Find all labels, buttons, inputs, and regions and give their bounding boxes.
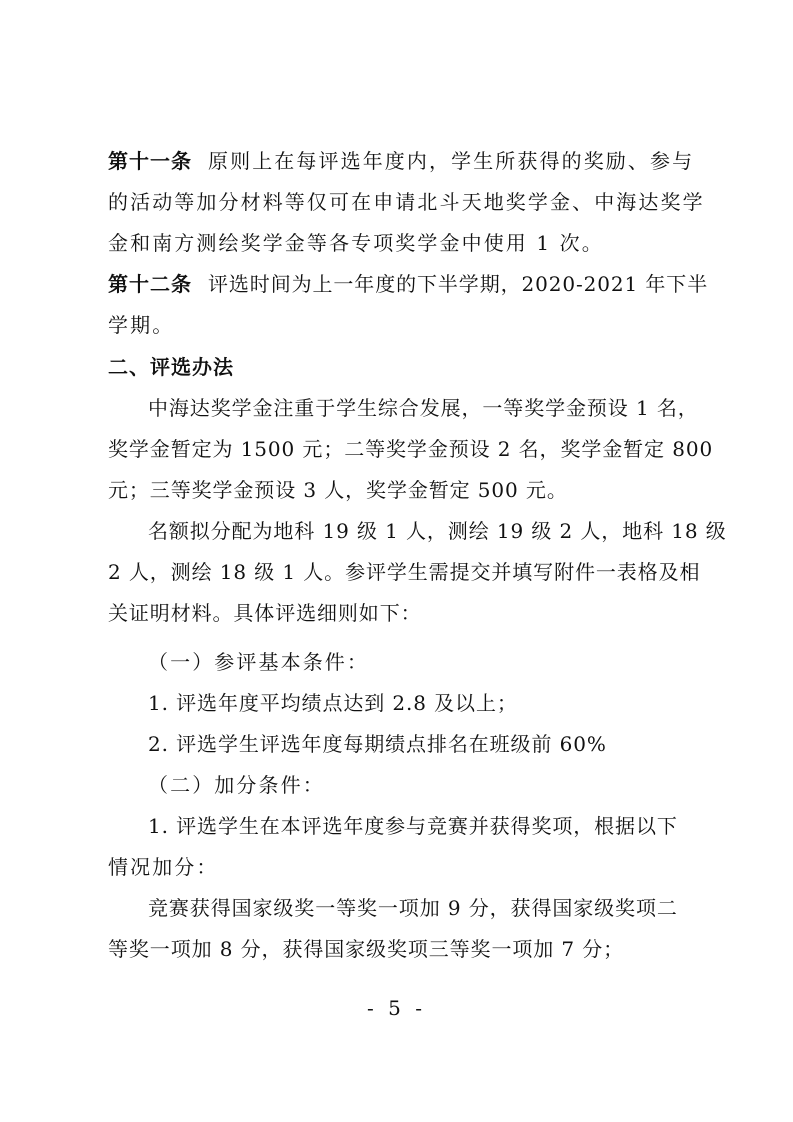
sub-2-item-1-line-2: 情况加分： <box>108 855 219 879</box>
article-11-line-2: 的活动等加分材料等仅可在申请北斗天地奖学金、中海达奖学 <box>108 190 705 214</box>
sub-1-heading: （一）参评基本条件： <box>148 650 369 674</box>
article-12-heading: 第十二条 <box>108 272 192 296</box>
article-12-text-1: 评选时间为上一年度的下半学期，2020-2021 年下半 <box>208 272 709 296</box>
sub-2-item-1-line-1: 1. 评选学生在本评选年度参与竞赛并获得奖项，根据以下 <box>148 814 678 838</box>
section-2-heading: 二、评选办法 <box>108 355 234 379</box>
article-11-line-1 <box>108 147 694 175</box>
para-2-line-3: 关证明材料。具体评选细则如下： <box>108 601 422 625</box>
para-2-line-2: 2 人，测绘 18 级 1 人。参评学生需提交并填写附件一表格及相 <box>108 560 701 584</box>
sub-1-item-1: 1. 评选年度平均绩点达到 2.8 及以上； <box>148 691 518 715</box>
article-12-line-2: 学期。 <box>108 313 175 337</box>
para-1-line-1: 中海达奖学金注重于学生综合发展，一等奖学金预设 1 名， <box>148 396 699 420</box>
article-11-line-3: 金和南方测绘奖学金等各专项奖学金中使用 1 次。 <box>108 231 604 255</box>
article-11-heading: 第十一条 <box>108 149 192 173</box>
para-2-line-1: 名额拟分配为地科 19 级 1 人，测绘 19 级 2 人，地科 18 级 <box>148 519 727 543</box>
sub-2-para-line-2: 等奖一项加 8 分，获得国家级奖项三等奖一项加 7 分； <box>108 937 625 961</box>
page-number: - 5 - <box>367 996 426 1020</box>
article-11-text-1: 原则上在每评选年度内，学生所获得的奖励、参与 <box>208 149 695 173</box>
sub-2-para-line-1: 竞赛获得国家级奖一等奖一项加 9 分，获得国家级奖项二 <box>148 896 678 920</box>
para-1-line-3: 元；三等奖学金预设 3 人，奖学金暂定 500 元。 <box>108 478 568 502</box>
sub-1-item-2: 2. 评选学生评选年度每期绩点排名在班级前 60% <box>148 732 607 756</box>
article-12-line-1 <box>108 270 708 298</box>
sub-2-heading: （二）加分条件： <box>148 773 325 797</box>
para-1-line-2: 奖学金暂定为 1500 元；二等奖学金预设 2 名，奖学金暂定 800 <box>108 437 714 461</box>
